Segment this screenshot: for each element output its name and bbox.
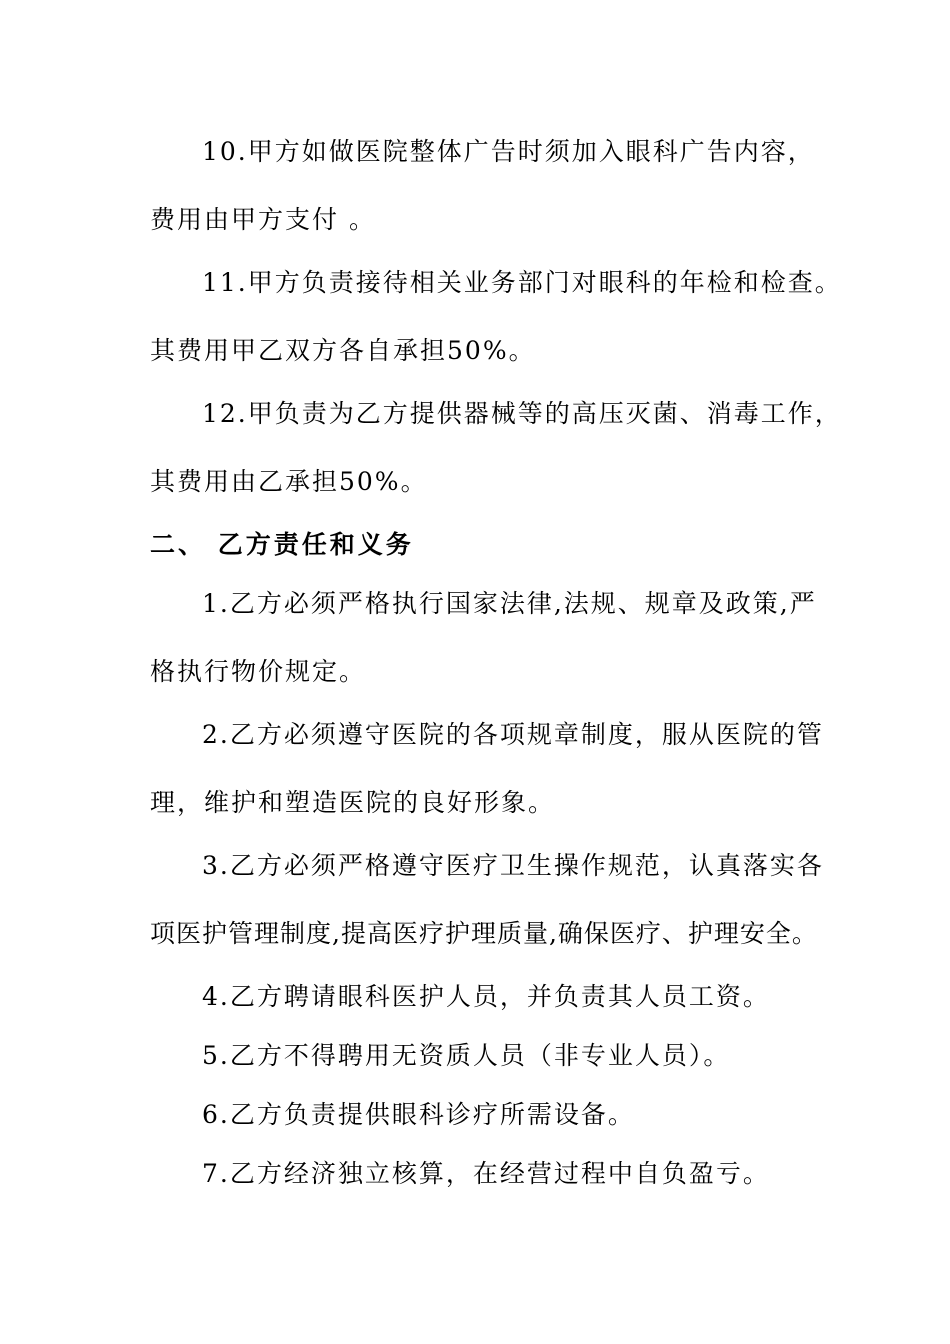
- paragraph-10-line-2: 费用由甲方支付 。: [150, 205, 376, 234]
- item-4: 4.乙方聘请眼科医护人员，并负责其人员工资。: [202, 982, 770, 1011]
- paragraph-11-line-2: 其费用甲乙双方各自承担50%。: [150, 336, 536, 365]
- paragraph-11-line-1: 11.甲方负责接待相关业务部门对眼科的年检和检查。: [202, 268, 842, 297]
- item-5: 5.乙方不得聘用无资质人员（非专业人员）。: [202, 1041, 731, 1070]
- section-heading: 二、 乙方责任和义务: [150, 530, 414, 559]
- item-2-line-1: 2.乙方必须遵守医院的各项规章制度，服从医院的管: [202, 720, 824, 749]
- paragraph-10-line-1: 10.甲方如做医院整体广告时须加入眼科广告内容，: [202, 137, 815, 166]
- item-3-line-1: 3.乙方必须严格遵守医疗卫生操作规范，认真落实各: [202, 851, 824, 880]
- item-1-line-1: 1.乙方必须严格执行国家法律,法规、规章及政策,严: [202, 589, 817, 618]
- paragraph-12-line-1: 12.甲负责为乙方提供器械等的高压灭菌、消毒工作，: [202, 399, 842, 428]
- paragraph-12-line-2: 其费用由乙承担50%。: [150, 467, 428, 496]
- item-6: 6.乙方负责提供眼科诊疗所需设备。: [202, 1100, 635, 1129]
- item-1-line-2: 格执行物价规定。: [150, 657, 367, 686]
- item-2-line-2: 理，维护和塑造医院的良好形象。: [150, 788, 556, 817]
- item-7: 7.乙方经济独立核算，在经营过程中自负盈亏。: [202, 1159, 770, 1188]
- item-3-line-2: 项医护管理制度,提高医疗护理质量,确保医疗、护理安全。: [150, 919, 818, 948]
